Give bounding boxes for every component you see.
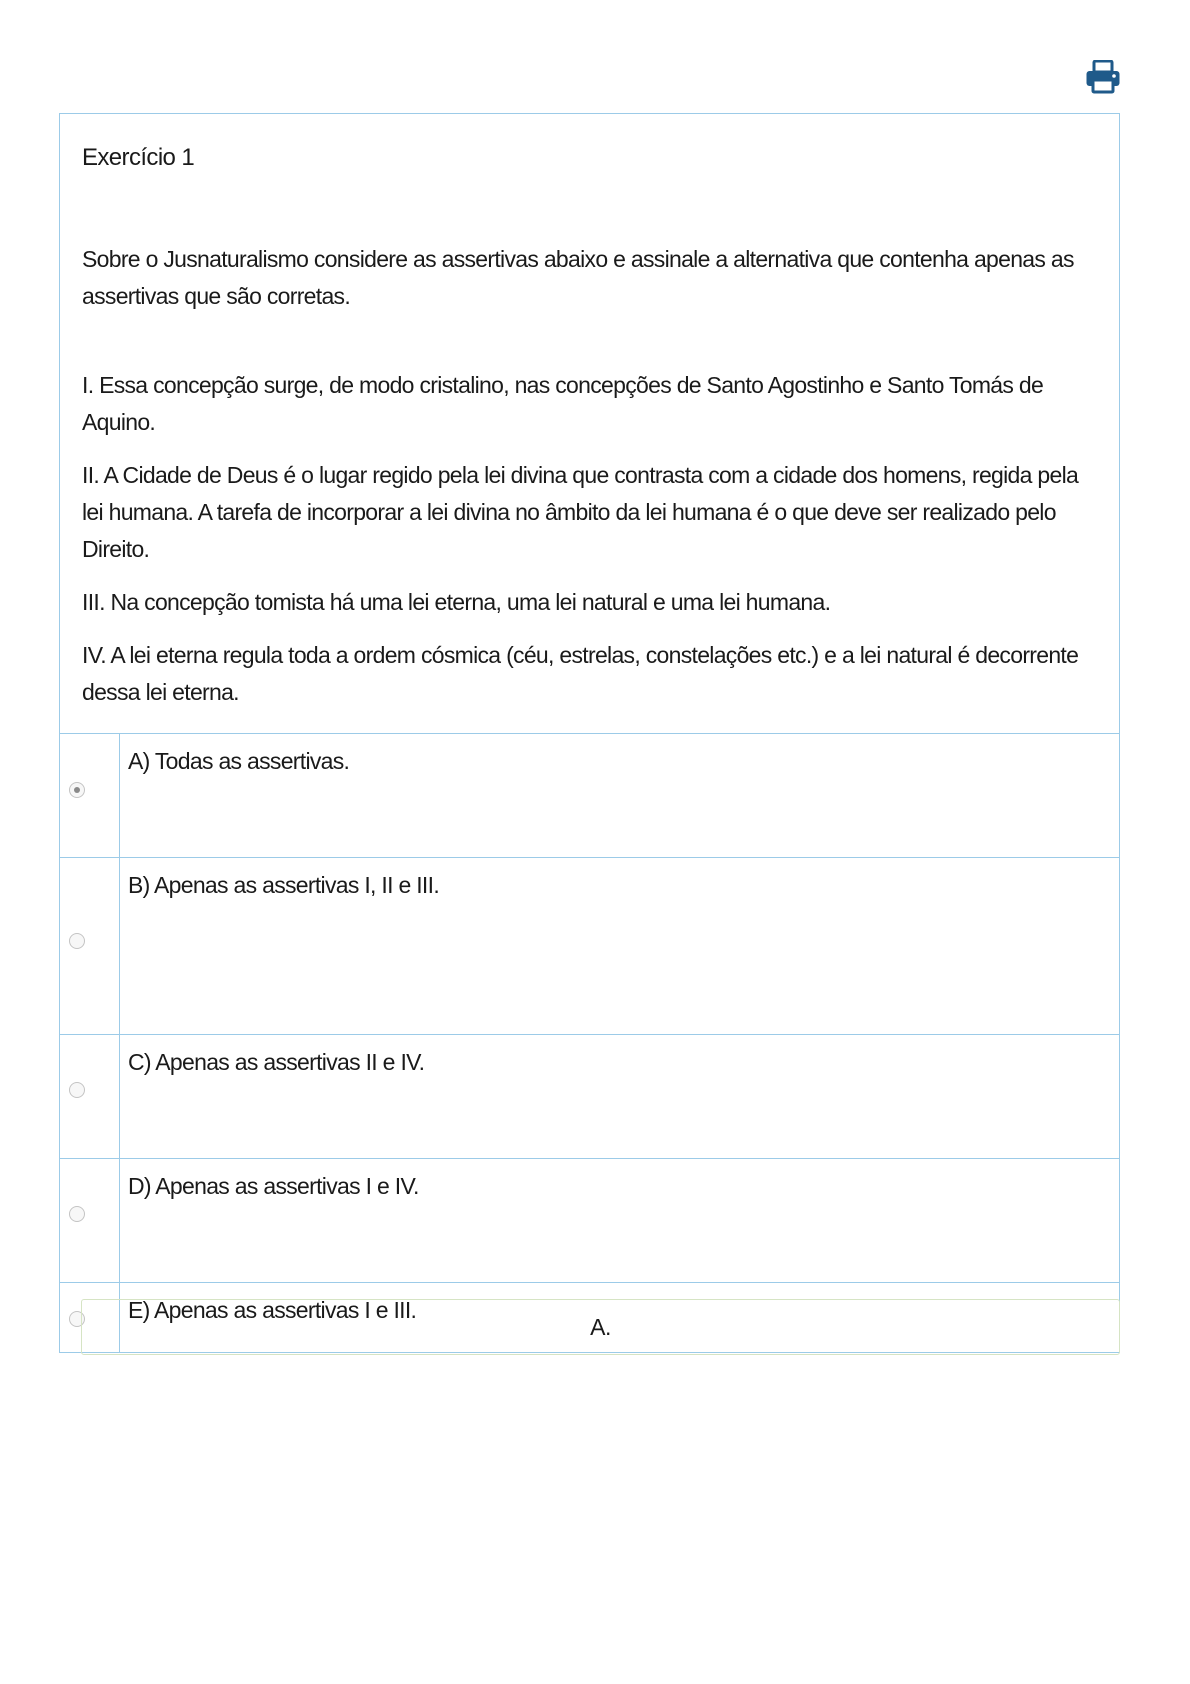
exercise-card xyxy=(59,113,1120,1353)
option-b-radio[interactable] xyxy=(69,933,85,949)
answer-options xyxy=(60,733,1119,1352)
option-b-radio-cell xyxy=(60,858,120,1034)
option-d-label[interactable]: D) Apenas as assertivas I e IV. xyxy=(128,1173,419,1200)
print-button[interactable] xyxy=(1085,60,1121,94)
option-c[interactable] xyxy=(60,1035,1119,1159)
question-block xyxy=(60,114,1119,733)
option-a-radio[interactable] xyxy=(69,782,85,798)
option-a[interactable] xyxy=(60,734,1119,858)
option-c-radio[interactable] xyxy=(69,1082,85,1098)
assertion-item: II. A Cidade de Deus é o lugar regido pela lei divina que contrasta com a cidade dos homens, regida pela lei humana. A tarefa de incorporar a lei divina no âmbito da lei humana é o que deve ser realizado pelo Direito. xyxy=(82,462,1079,563)
option-d-radio-cell xyxy=(60,1159,120,1282)
question-prompt: Sobre o Jusnaturalismo considere as assertivas abaixo e assinale a alternativa que contenha apenas as assertivas que são corretas. xyxy=(82,246,1074,310)
option-d[interactable] xyxy=(60,1159,1119,1283)
option-e-label[interactable]: E) Apenas as assertivas I e III. xyxy=(128,1297,417,1324)
option-b[interactable] xyxy=(60,858,1119,1035)
assertion-item: III. Na concepção tomista há uma lei eterna, uma lei natural e uma lei humana. xyxy=(82,589,831,616)
exercise-title: Exercício 1 xyxy=(82,144,195,171)
answer-text: A. xyxy=(590,1313,611,1340)
assertions-list xyxy=(82,367,1097,711)
assertion-item: I. Essa concepção surge, de modo cristalino, nas concepções de Santo Agostinho e Santo Tomás de Aquino. xyxy=(82,372,1044,436)
option-c-radio-cell xyxy=(60,1035,120,1158)
option-b-label[interactable]: B) Apenas as assertivas I, II e III. xyxy=(128,872,440,899)
option-c-label[interactable]: C) Apenas as assertivas II e IV. xyxy=(128,1049,425,1076)
answer-feedback xyxy=(81,1299,1120,1355)
printer-icon xyxy=(1085,60,1121,94)
assertion-item: IV. A lei eterna regula toda a ordem cósmica (céu, estrelas, constelações etc.) e a lei natural é decorrente dessa lei eterna. xyxy=(82,642,1079,706)
option-d-radio[interactable] xyxy=(69,1206,85,1222)
option-a-label[interactable]: A) Todas as assertivas. xyxy=(128,748,350,775)
option-a-radio-cell xyxy=(60,734,120,857)
